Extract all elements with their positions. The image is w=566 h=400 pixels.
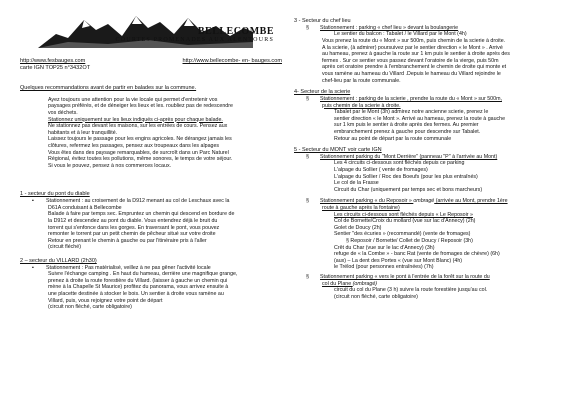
- section-4-park-line: [294, 96, 550, 103]
- s1-line: la D912 et descendez au pont du diable. Vous entendrez déjà le bruit du: [48, 217, 218, 224]
- s5-line: L'alpage du Sollier / Roc des Boeufs (pour les plus entraînés): [334, 173, 478, 180]
- s3-line: Le sentier du balcon : Tabalet / le Villard par le Mont (4h): [334, 31, 467, 38]
- section-7-park-line: [294, 274, 550, 281]
- recommendations-title: Quelques recommandations avant de partir en balades sur la commune.: [20, 85, 197, 91]
- s3-line: au hameau, prenez à gauche la route sur 1 km puis le sentier à droite après des: [322, 51, 510, 58]
- s7-line: circuit du col du Plane (3 h) suivre la route forestière jusqu'au col.: [334, 287, 488, 294]
- s3-line: fermes . Sur ce sentier vous passez devant l'oratoire de la vierge, puis 50m: [322, 57, 499, 64]
- s6-park-em: ombragé: [413, 198, 435, 205]
- brand-name: BELLECOMBE: [197, 26, 274, 37]
- section-4-title: 4- Secteur de la scierie: [294, 89, 351, 96]
- s6-intro: Les circuits ci-dessous sont fléchés depuis « Le Reposoir »: [334, 211, 473, 218]
- right-column: [294, 0, 550, 300]
- s6-line: Golet de Doucy (2h): [334, 224, 382, 231]
- s4-line: sur 1 km puis le sentier à droite après des fermes. Au premier: [334, 122, 479, 129]
- s6-sub: Reposoir / Bornette/ Collet de Doucy / Reposoir (3h): [350, 238, 473, 245]
- s5-park: Stationnement parking du "Mont Derrière" (panneau "P" à l'arrivée au Mont): [320, 153, 498, 160]
- s2-line: prenez à droite la route forestière du Villard. (laisser à gauche un chemin qui: [48, 277, 228, 284]
- s1-line: Stationnement : au croisement de la D912 menant au col de Leschaux avec la: [46, 198, 230, 205]
- s6-park-cont: route à gauche après la fontaine): [322, 205, 400, 212]
- s2-line: mène à la Chapelle St Maurice) profitez du panorama, vous arrivez ensuite à: [48, 284, 229, 291]
- s7-park-cont: col du Plane: [322, 280, 353, 287]
- s5-line: L'alpage du Sollier ( vente de fromages): [334, 167, 428, 174]
- s5-line: Le col de la Frasse: [334, 180, 379, 187]
- section-5-title: 5 - Secteur du MONT voir carte IGN: [294, 147, 382, 154]
- section-2-body: [20, 265, 282, 311]
- s3-line: A la scierie, (à admirer) poursuivez par le sentier direction « le Mont » . Arrivé: [322, 44, 503, 51]
- s7-park-em: (ombragé): [352, 280, 378, 287]
- reco-line: vos déchets.: [48, 109, 78, 116]
- left-column: [20, 0, 282, 311]
- s1-line: torrent qui s'enfonce dans les gorges. En traversant le pont, vous pouvez: [48, 224, 220, 231]
- s1-line: Retour en prenant le chemin à gauche ou par l'itinéraire pris à l'aller: [48, 237, 207, 244]
- section-sign-icon: §: [306, 153, 309, 160]
- s1-line: D61A conduisant à Bellecombe: [48, 204, 122, 211]
- s2-line: une placette destinée à stocker le bois. Un sentier à droite vous ramène au: [48, 291, 224, 298]
- section-1-park-line: [20, 198, 282, 205]
- s6-line: Col de Bornette/Croix du mollard (vue sur lac d'Annecy) (2h): [334, 218, 476, 225]
- s7-line: (circuit non fléché, carte obligatoire): [334, 293, 418, 300]
- s5-intro: Les 4 circuits ci-dessous sont fléchés depuis ce parking: [334, 160, 465, 167]
- recommendations-text: [20, 97, 282, 170]
- s7-park: Stationnement parking « vers le pont à l'entrée de la forêt sur la route du: [320, 273, 490, 280]
- reco-line: Régional, évitez toutes les pollutions, même sonores, le temps de votre séjour.: [48, 156, 233, 163]
- reco-line: Vous êtes dans des paysage remarquables, de surcroît dans un Parc Naturel: [48, 149, 229, 156]
- url-bellecombe-link[interactable]: http://www.bellecombe- en- bauges.com: [182, 58, 282, 64]
- section-sign-icon: §: [306, 273, 309, 280]
- url-fesbauges-link[interactable]: http://www.fesbauges.com: [20, 58, 86, 64]
- s2-line: Stationnement : Pas matérialisé, veillez à ne pas gêner l'activité locale: [46, 264, 211, 271]
- s1-line: remonter le torrent par un petit chemin de pêcheur situé sur votre droite: [48, 231, 216, 238]
- map-reference: carte IGN TOP25 n°3432OT: [20, 65, 91, 71]
- reco-line: clôtures, refermez les passages, pensez aux troupeaux dans les alpages: [48, 142, 220, 149]
- section-2-title: 2 – secteur du VILLARD (2h30): [20, 257, 97, 264]
- s3-line: chef-lieu par la route communale.: [322, 77, 401, 84]
- reco-line: Laissez toujours le passage pour les engins agricoles. Ne dérangez jamais les: [48, 136, 232, 143]
- s6-park: Stationnement parking « du Reposoir »: [320, 198, 414, 205]
- s6-park-tail: (arrivée au Mont, prendre 1ère: [434, 198, 508, 205]
- s7-park-cont-line: [294, 281, 550, 288]
- s4-line: sentier direction « le Mont ». Arrivé au hameau, prenez la route à gauche: [334, 115, 506, 122]
- s6-line: Sentier "des écuries » (recommandé) (vente de fromages): [334, 231, 471, 238]
- brand-block: [116, 26, 274, 43]
- reco-line: Stationnez uniquement sur les lieux indiqués ci-après pour chaque balade.: [48, 116, 223, 123]
- section-2-park-line: [20, 265, 282, 272]
- s3-park: Stationnement : parking « chef lieu » devant la boulangerie: [320, 24, 459, 31]
- s1-line: Balade à faire par temps sec. Empruntez un chemin qui descend en bordure de: [48, 211, 235, 218]
- s4-line: embranchement prenez à gauche pour descendre sur Tabalet.: [334, 128, 481, 135]
- section-3-park-line: [294, 25, 550, 32]
- reco-line: Ayez toujours une attention pour la vie locale qui permet d'entretenir vos: [48, 96, 218, 103]
- s2-line: (circuit non fléché, carte obligatoire): [48, 304, 132, 311]
- section-sign-icon: §: [306, 95, 309, 102]
- s6-line: (aux) – La dent des Portes « (vue sur Mont Blanc) (4h): [334, 257, 463, 264]
- section-sign-icon: §: [306, 24, 309, 31]
- section-5-park-line: [294, 154, 550, 161]
- header-banner: [20, 10, 282, 60]
- s2-line: Suivre l'échange camping . En haut du hameau, derrière une magnifique grange,: [48, 271, 238, 278]
- s6-line: Crêt du Char (vue sur le lac d'Annecy) (3h): [334, 244, 435, 251]
- s6-line: refuge de « la Combe » - banc Rat (vente de fromages de chèvre) (6h): [334, 251, 500, 258]
- section-sign-icon: §: [306, 198, 309, 205]
- s5-line: Circuit du Char (uniquement par temps sec et bons marcheurs): [334, 186, 483, 193]
- reco-line: habitants et à leur tranquillité.: [48, 129, 118, 136]
- reco-line: Ne stationnez pas devant les maisons, sur les entrées de cours. Pensez aux: [48, 123, 228, 130]
- s3-line: vous ramène au hameau du Villard .Depuis le hameau du Villard rejoindre le: [322, 70, 501, 77]
- section-1-title: 1 - secteur du pont du diable: [20, 191, 90, 198]
- s3-line: Vous prenez la route du « Mont » sur 500m, puis chemin de la scierie à droite.: [322, 37, 506, 44]
- reco-line: paysages préférés, et de déneiger les lieux et les. roubliez pas de redescendre: [48, 103, 233, 110]
- bullet-icon: ▪: [32, 198, 34, 205]
- reco-line: Si vous le pouvez, pensez à nos commerces locaux.: [48, 162, 172, 169]
- s4-line: Tabalet par le Mont (3h) admirez notre ancienne scierie, prenez le: [334, 109, 489, 116]
- section-sign-icon: §: [346, 238, 351, 245]
- section-3-title: 3 - Secteur du chef lieu: [294, 18, 351, 24]
- section-6-park-line: [294, 198, 550, 205]
- s2-line: Villard, puis, vous rejoignez votre point de départ: [48, 297, 163, 304]
- section-1-body: [20, 198, 282, 251]
- s4-line: Retour au point de départ par la route communale: [334, 135, 452, 142]
- s4-park-cont: puis chemin de la scierie à droite.: [322, 102, 401, 109]
- s6-sub-line: [294, 238, 550, 245]
- s1-line: (circuit fléché): [48, 244, 81, 251]
- s6-line: le Trélod (pour personnes entraînées) (7h): [334, 264, 434, 271]
- bullet-icon: ▪: [32, 264, 34, 271]
- brand-subtitle: COURTES PROMENADES AUX ALENTOURS: [115, 37, 274, 43]
- s3-line: après cet oratoire prendre à l'embranchement le chemin de droite qui monte et: [322, 64, 507, 71]
- s4-park: Stationnement : parking de la scierie , prendre la route du « Mont » sur 500m,: [320, 95, 502, 102]
